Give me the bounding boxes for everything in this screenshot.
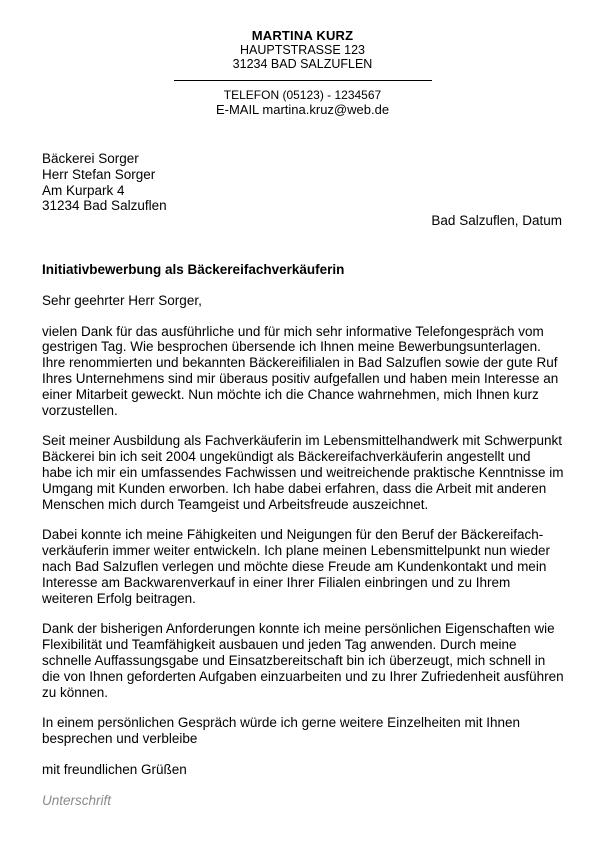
place-date: Bad Salzuflen, Datum	[431, 213, 562, 228]
letter-body	[42, 262, 564, 809]
recipient-line-street: Am Kurpark 4	[42, 182, 125, 198]
sender-street: HAUPTSTRASSE 123	[239, 43, 366, 57]
sender-name: MARTINA KURZ	[251, 28, 354, 43]
recipient-line-city: 31234 Bad Salzuflen	[42, 198, 167, 214]
recipient-line-person: Herr Stefan Sorger	[42, 166, 156, 182]
recipient-address	[42, 151, 167, 214]
letter-paragraph-4: Dank der bisherigen Anforderungen konnte ich meine persönlichen Eigenschaften wie Flexibilität und Teamfähigkeit ausbauen und jeden Tag anwenden. Durch meine schnelle Auffassungsgabe und Einsatzbereitschaft bin ich überzeugt, mich schnell in die von Ihnen geforderten Aufgaben einzuarbeiten und zu Ihrer Zufriedenheit ausführen zu können.	[42, 621, 564, 700]
sender-contact	[170, 88, 435, 117]
sender-city: 31234 BAD SALZUFLEN	[232, 57, 373, 71]
letter-closing: mit freundlichen Grüßen	[42, 761, 187, 777]
sender-header	[170, 29, 435, 71]
letter-paragraph-1: vielen Dank für das ausführliche und für mich sehr informative Telefongespräch vom gestrigen Tag. Wie besprochen übersende ich Ihnen meine Bewerbungsunterlagen. Ihre renommierten und bekannten Bäckereifilialen in Bad Salzuflen sowie der gute Ruf Ihres Unternehmens sind mir überaus positiv aufgefallen und haben mein Interesse an einer Mitarbeit geweckt. Nun möchte ich die Chance wahrnehmen, mich Ihnen kurz vorzustellen.	[42, 323, 559, 418]
letter-paragraph-5: In einem persönlichen Gespräch würde ich gerne weitere Einzelheiten mit Ihnen besprechen und verbleibe	[42, 715, 521, 747]
recipient-line-company: Bäckerei Sorger	[42, 151, 139, 166]
letter-subject: Initiativbewerbung als Bäckereifachverkäuferin	[42, 262, 345, 277]
letter-salutation: Sehr geehrter Herr Sorger,	[42, 292, 202, 308]
letter-paragraph-2: Seit meiner Ausbildung als Fachverkäuferin im Lebensmittelhandwerk mit Schwerpunkt Bäckerei bin ich seit 2004 ungekündigt als Bäckereifachverkäuferin angestellt und habe ich mir ein umfassendes Fachwissen und weitreichende praktische Kenntnisse im Umgang mit Kunden erworben. Ich habe dabei erfahren, dass die Arbeit mit anderen Menschen mich durch Teamgeist und Arbeitsfreude auszeichnet.	[42, 433, 564, 512]
sender-email: E-MAIL martina.kruz@web.de	[215, 102, 390, 117]
letter-paragraph-3: Dabei konnte ich meine Fähigkeiten und Neigungen für den Beruf der Bäckereifach-verkäuferin immer weiter entwickeln. Ich plane meinen Lebensmittelpunkt nun wieder nach Bad Salzuflen verlegen und möchte diese Freude am Kundenkontakt und mein Interesse am Backwarenverkauf in einer Ihrer Filialen einbringen und zu Ihrem weiteren Erfolg beitragen.	[42, 527, 551, 606]
signature-placeholder: Unterschrift	[42, 792, 112, 808]
header-divider	[174, 80, 432, 81]
sender-phone: TELEFON (05123) - 1234567	[223, 88, 382, 102]
